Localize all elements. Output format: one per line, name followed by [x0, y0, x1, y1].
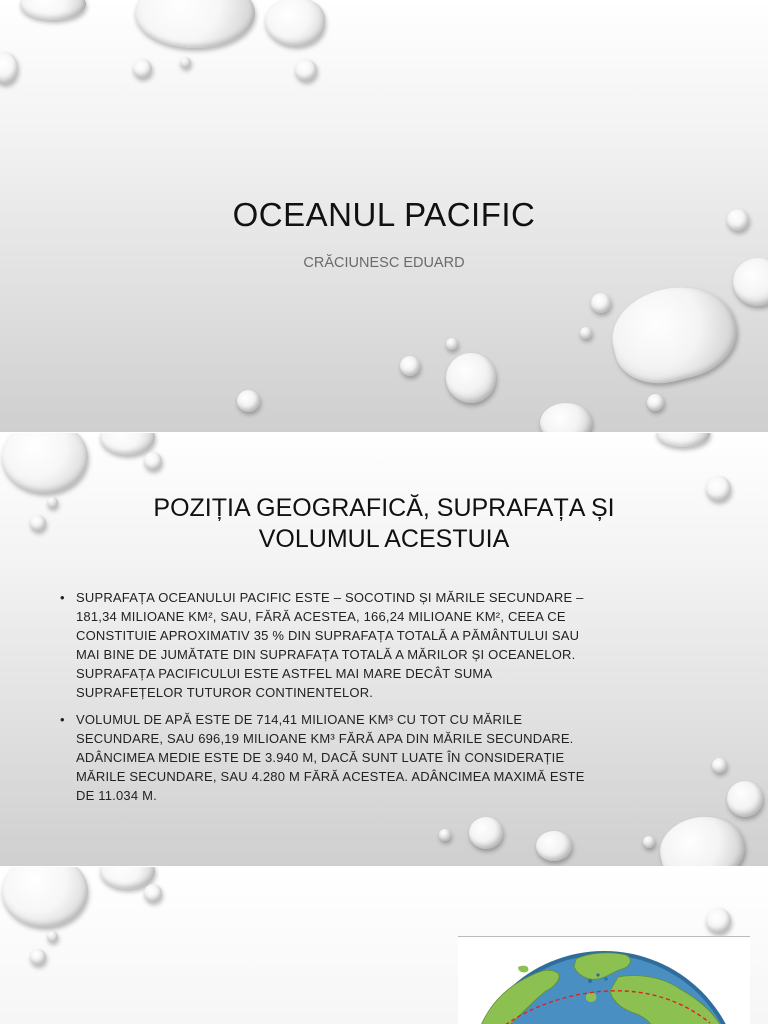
water-drop-decoration — [647, 394, 664, 411]
water-drop-decoration — [446, 353, 496, 403]
bullet-list — [60, 588, 590, 813]
water-drop-decoration — [654, 809, 749, 866]
water-drop-decoration — [540, 403, 592, 432]
bullet-item-volume: • VOLUMUL DE APĂ ESTE DE 714,41 MILIOANE KM³ CU TOT CU MĂRILE SECUNDARE, SAU 696,19 MILIOANE KM³ FĂRĂ APA DIN MĂRILE SECUNDARE. ADÂNCIMEA MEDIE ESTE DE 3.940 M, DACĂ SUNT LUATE ÎN CONSIDERAȚIE MĂRILE SECUNDARE, SAU 4.280 M FĂRĂ ACESTEA. ADÂNCIMEA MAXIMĂ ESTE DE 11.034 M. — [60, 710, 590, 805]
water-drop-decoration — [400, 356, 420, 376]
water-drop-decoration — [439, 829, 451, 841]
water-drop-decoration — [144, 884, 162, 902]
water-drop-decoration — [2, 433, 88, 493]
water-drop-decoration — [100, 433, 155, 455]
water-drop-decoration — [30, 949, 46, 965]
slide-title — [0, 0, 768, 432]
water-drop-decoration — [180, 57, 191, 68]
water-drop-decoration — [580, 327, 592, 339]
slide-title-heading: OCEANUL PACIFIC — [232, 196, 536, 233]
water-drop-decoration — [47, 931, 58, 942]
slide-subtitle-author: CRĂCIUNESC EDUARD — [303, 255, 465, 271]
water-drop-decoration — [469, 817, 503, 849]
water-drop-decoration — [237, 390, 260, 412]
water-drop-decoration — [643, 836, 655, 848]
water-drop-decoration — [712, 758, 727, 773]
water-drop-decoration — [706, 908, 731, 933]
water-drop-decoration — [446, 338, 458, 350]
bullet-item-surface: • SUPRAFAȚA OCEANULUI PACIFIC ESTE – SOCOTIND ȘI MĂRILE SECUNDARE – 181,34 MILIOANE KM², SAU, FĂRĂ ACESTEA, 166,24 MILIOANE KM², CEEA CE CONSTITUIE APROXIMATIV 35 % DIN SUPRAFAȚA TOTALĂ A PĂMÂNTULUI SAU MAI BINE DE JUMĂTATE DIN SUPRAFAȚA TOTALĂ A MĂRILOR ȘI OCEANELOR. SUPRAFAȚA PACIFICULUI ESTE ASTFEL MAI MARE DECÂT SUMA SUPRAFEȚELOR TUTUROR CONTINENTELOR. — [60, 588, 590, 702]
water-drop-decoration — [656, 433, 710, 447]
water-drop-decoration — [135, 0, 255, 48]
water-drop-decoration — [591, 293, 611, 313]
water-drop-decoration — [295, 59, 317, 81]
water-drop-decoration — [144, 452, 162, 470]
globe-map-image — [458, 936, 750, 1024]
water-drop-decoration — [603, 274, 746, 393]
water-drop-decoration — [133, 59, 152, 78]
slide-geography — [0, 433, 768, 866]
water-drop-decoration — [265, 0, 325, 46]
water-drop-decoration — [727, 781, 763, 817]
water-drop-decoration — [0, 52, 18, 84]
water-drop-decoration — [536, 831, 572, 861]
water-drop-decoration — [2, 867, 88, 927]
slide-map — [0, 867, 768, 1024]
slide-heading: POZIȚIA GEOGRAFICĂ, SUPRAFAȚA ȘI VOLUMUL ACESTUIA — [153, 494, 615, 553]
globe-icon — [458, 937, 750, 1024]
water-drop-decoration — [20, 0, 86, 20]
